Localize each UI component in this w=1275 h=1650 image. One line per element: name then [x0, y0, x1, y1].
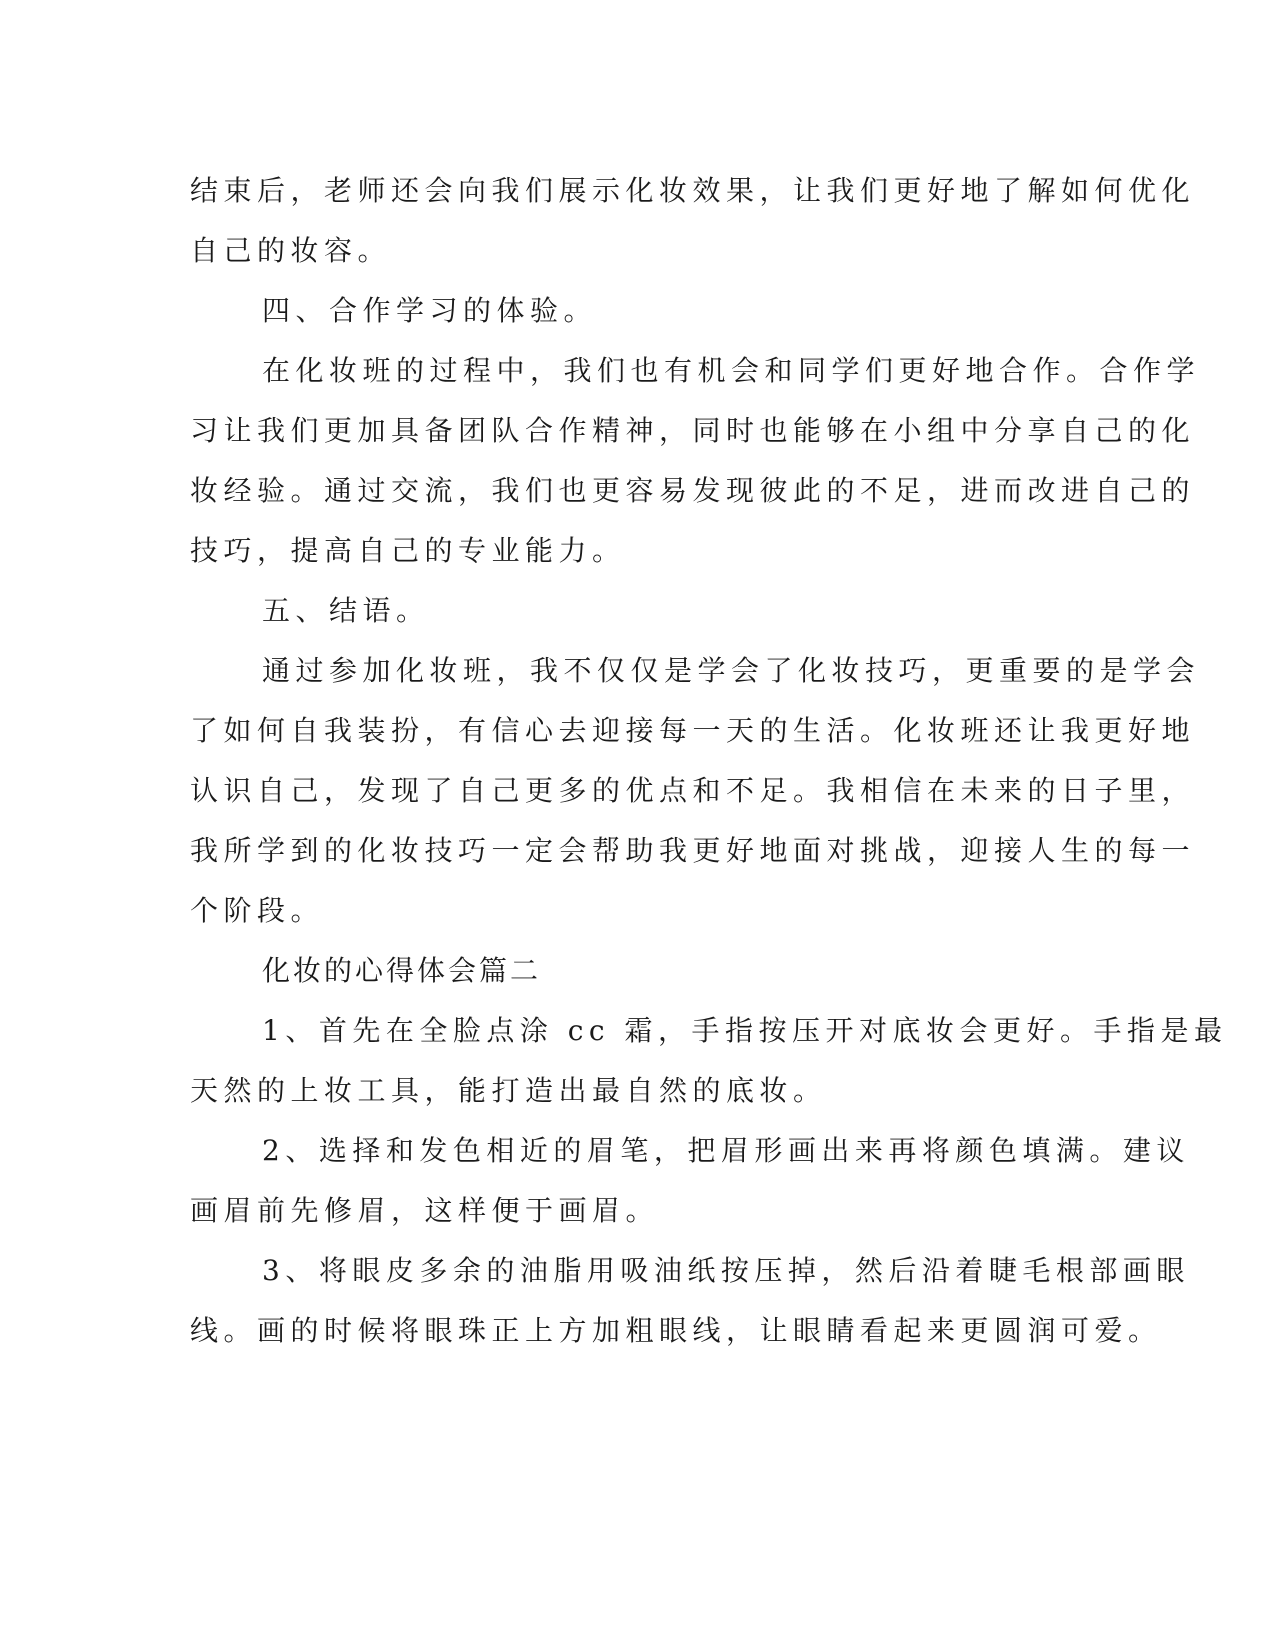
list-item-line: 2、选择和发色相近的眉笔，把眉形画出来再将颜色填满。建议	[262, 1134, 1190, 1167]
paragraph-line: 认识自己，发现了自己更多的优点和不足。我相信在未来的日子里，	[190, 774, 1196, 807]
paragraph-line: 习让我们更加具备团队合作精神，同时也能够在小组中分享自己的化	[190, 414, 1196, 447]
paragraph-line: 在化妆班的过程中，我们也有机会和同学们更好地合作。合作学	[262, 354, 1201, 387]
paragraph-line: 结束后，老师还会向我们展示化妆效果，让我们更好地了解如何优化	[190, 174, 1196, 207]
paragraph-line: 妆经验。通过交流，我们也更容易发现彼此的不足，进而改进自己的	[190, 474, 1196, 507]
list-item-line: 3、将眼皮多余的油脂用吸油纸按压掉，然后沿着睫毛根部画眼	[262, 1254, 1190, 1287]
document-body	[190, 161, 1228, 1361]
paragraph-line: 了如何自我装扮，有信心去迎接每一天的生活。化妆班还让我更好地	[190, 714, 1196, 747]
list-item-line: 线。画的时候将眼珠正上方加粗眼线，让眼睛看起来更圆润可爱。	[190, 1314, 1162, 1347]
section-heading: 五、结语。	[262, 594, 430, 627]
article-title: 化妆的心得体会篇二	[262, 954, 542, 987]
list-item-line: 1、首先在全脸点涂 cc 霜，手指按压开对底妆会更好。手指是最	[262, 1014, 1228, 1047]
list-item-line: 天然的上妆工具，能打造出最自然的底妆。	[190, 1074, 827, 1107]
paragraph-line: 通过参加化妆班，我不仅仅是学会了化妆技巧，更重要的是学会	[262, 654, 1201, 687]
section-heading: 四、合作学习的体验。	[262, 294, 598, 327]
list-item-line: 画眉前先修眉，这样便于画眉。	[190, 1194, 660, 1227]
paragraph-line: 我所学到的化妆技巧一定会帮助我更好地面对挑战，迎接人生的每一	[190, 834, 1196, 867]
paragraph-line: 个阶段。	[190, 894, 325, 927]
paragraph-line: 自己的妆容。	[190, 234, 392, 267]
paragraph-line: 技巧，提高自己的专业能力。	[190, 534, 626, 567]
